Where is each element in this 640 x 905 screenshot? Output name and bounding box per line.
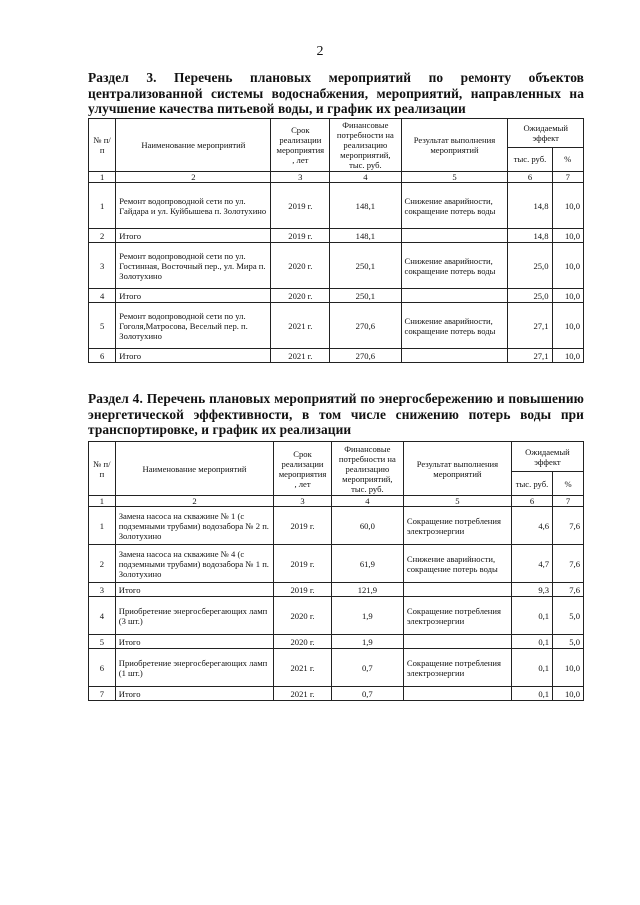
column-index-cell: 2 bbox=[115, 496, 273, 507]
row-effect-rub: 9,3 bbox=[511, 583, 552, 597]
row-effect-pct: 7,6 bbox=[553, 583, 584, 597]
header-effect-rub: тыс. руб. bbox=[511, 472, 552, 496]
column-index-cell: 1 bbox=[89, 496, 116, 507]
row-name: Итого bbox=[116, 349, 271, 363]
row-effect-rub: 14,8 bbox=[508, 183, 552, 229]
table-row bbox=[89, 545, 584, 583]
row-effect-rub: 27,1 bbox=[508, 349, 552, 363]
row-effect-pct: 10,0 bbox=[552, 303, 584, 349]
row-term: 2019 г. bbox=[274, 583, 332, 597]
row-effect-rub: 27,1 bbox=[508, 303, 552, 349]
row-finance: 250,1 bbox=[330, 289, 401, 303]
row-term: 2020 г. bbox=[271, 243, 330, 289]
row-effect-pct: 5,0 bbox=[553, 597, 584, 635]
row-result bbox=[403, 635, 511, 649]
row-number: 7 bbox=[89, 687, 116, 701]
row-result: Снижение аварийности, сокращение потерь воды bbox=[403, 545, 511, 583]
column-index-cell: 7 bbox=[552, 172, 584, 183]
row-finance: 0,7 bbox=[331, 649, 403, 687]
row-term: 2020 г. bbox=[274, 635, 332, 649]
row-number: 3 bbox=[89, 243, 116, 289]
row-number: 1 bbox=[89, 507, 116, 545]
row-result bbox=[403, 583, 511, 597]
row-effect-pct: 5,0 bbox=[553, 635, 584, 649]
row-name: Ремонт водопроводной сети по ул. Гостинная, Восточный пер., ул. Мира п. Золотухино bbox=[116, 243, 271, 289]
row-result: Снижение аварийности, сокращение потерь воды bbox=[401, 303, 508, 349]
row-number: 5 bbox=[89, 303, 116, 349]
row-name: Ремонт водопроводной сети по ул. Гайдара и ул. Куйбышева п. Золотухино bbox=[116, 183, 271, 229]
row-result bbox=[401, 289, 508, 303]
row-term: 2021 г. bbox=[271, 303, 330, 349]
table-row bbox=[89, 303, 584, 349]
row-effect-pct: 10,0 bbox=[552, 349, 584, 363]
row-term: 2021 г. bbox=[271, 349, 330, 363]
row-result bbox=[401, 229, 508, 243]
header-effect-rub: тыс. руб. bbox=[508, 147, 552, 171]
row-effect-rub: 25,0 bbox=[508, 243, 552, 289]
row-number: 6 bbox=[89, 349, 116, 363]
table-row bbox=[89, 507, 584, 545]
column-index-cell: 1 bbox=[89, 172, 116, 183]
row-finance: 1,9 bbox=[331, 597, 403, 635]
header-name: Наименование мероприятий bbox=[115, 442, 273, 496]
table-row bbox=[89, 649, 584, 687]
header-effect: Ожидаемый эффект bbox=[508, 119, 584, 148]
row-effect-rub: 25,0 bbox=[508, 289, 552, 303]
row-number: 4 bbox=[89, 597, 116, 635]
row-number: 3 bbox=[89, 583, 116, 597]
column-index-cell: 7 bbox=[553, 496, 584, 507]
header-result: Результат выполнения мероприятий bbox=[401, 119, 508, 172]
row-effect-pct: 7,6 bbox=[553, 507, 584, 545]
section-4-table bbox=[88, 441, 584, 701]
header-finance: Финансовые потребности на реализацию мероприятий, тыс. руб. bbox=[330, 119, 401, 172]
row-name: Приобретение энергосберегающих ламп (3 шт.) bbox=[115, 597, 273, 635]
header-result: Результат выполнения мероприятий bbox=[403, 442, 511, 496]
column-index-cell: 6 bbox=[508, 172, 552, 183]
row-effect-rub: 0,1 bbox=[511, 649, 552, 687]
row-term: 2021 г. bbox=[274, 687, 332, 701]
row-result: Снижение аварийности, сокращение потерь воды bbox=[401, 183, 508, 229]
total-row bbox=[89, 289, 584, 303]
row-finance: 148,1 bbox=[330, 229, 401, 243]
row-name: Итого bbox=[115, 635, 273, 649]
row-effect-pct: 10,0 bbox=[553, 687, 584, 701]
row-number: 2 bbox=[89, 229, 116, 243]
header-term: Срок реализации мероприятия , лет bbox=[271, 119, 330, 172]
page-number: 2 bbox=[316, 44, 324, 59]
header-finance: Финансовые потребности на реализацию мероприятий, тыс. руб. bbox=[331, 442, 403, 496]
row-name: Итого bbox=[115, 583, 273, 597]
row-finance: 148,1 bbox=[330, 183, 401, 229]
column-index-cell: 5 bbox=[401, 172, 508, 183]
row-number: 6 bbox=[89, 649, 116, 687]
row-term: 2020 г. bbox=[271, 289, 330, 303]
section-3-title: Раздел 3. Перечень плановых мероприятий по ремонту объектов централизованной системы водоснабжения, мероприятий, направленных на улучшение качества питьевой воды, и график их реализации bbox=[88, 70, 584, 116]
row-name: Замена насоса на скважине № 1 (с подземными трубами) водозабора № 2 п. Золотухино bbox=[115, 507, 273, 545]
row-finance: 270,6 bbox=[330, 349, 401, 363]
row-finance: 0,7 bbox=[331, 687, 403, 701]
total-row bbox=[89, 229, 584, 243]
row-finance: 1,9 bbox=[331, 635, 403, 649]
column-index-cell: 4 bbox=[331, 496, 403, 507]
row-result: Снижение аварийности, сокращение потерь воды bbox=[401, 243, 508, 289]
column-index-row bbox=[89, 496, 584, 507]
row-result: Сокращение потребления электроэнергии bbox=[403, 507, 511, 545]
header-num: № п/п bbox=[89, 442, 116, 496]
table-row bbox=[89, 183, 584, 229]
total-row bbox=[89, 635, 584, 649]
row-result bbox=[401, 349, 508, 363]
column-index-cell: 5 bbox=[403, 496, 511, 507]
header-effect: Ожидаемый эффект bbox=[511, 442, 583, 472]
row-effect-pct: 10,0 bbox=[552, 243, 584, 289]
row-effect-rub: 4,6 bbox=[511, 507, 552, 545]
header-name: Наименование мероприятий bbox=[116, 119, 271, 172]
row-effect-rub: 0,1 bbox=[511, 687, 552, 701]
row-finance: 270,6 bbox=[330, 303, 401, 349]
row-effect-rub: 14,8 bbox=[508, 229, 552, 243]
column-index-cell: 3 bbox=[274, 496, 332, 507]
row-result bbox=[403, 687, 511, 701]
row-result: Сокращение потребления электроэнергии bbox=[403, 597, 511, 635]
row-term: 2021 г. bbox=[274, 649, 332, 687]
header-num: № п/п bbox=[89, 119, 116, 172]
row-name: Итого bbox=[116, 229, 271, 243]
total-row bbox=[89, 687, 584, 701]
row-result: Сокращение потребления электроэнергии bbox=[403, 649, 511, 687]
column-index-cell: 3 bbox=[271, 172, 330, 183]
column-index-cell: 4 bbox=[330, 172, 401, 183]
row-name: Итого bbox=[116, 289, 271, 303]
row-effect-rub: 0,1 bbox=[511, 597, 552, 635]
row-effect-pct: 10,0 bbox=[552, 289, 584, 303]
row-effect-pct: 10,0 bbox=[553, 649, 584, 687]
row-finance: 61,9 bbox=[331, 545, 403, 583]
row-finance: 250,1 bbox=[330, 243, 401, 289]
row-effect-rub: 4,7 bbox=[511, 545, 552, 583]
row-finance: 60,0 bbox=[331, 507, 403, 545]
row-number: 2 bbox=[89, 545, 116, 583]
row-effect-pct: 10,0 bbox=[552, 229, 584, 243]
column-index-cell: 6 bbox=[511, 496, 552, 507]
total-row bbox=[89, 349, 584, 363]
column-index-row bbox=[89, 172, 584, 183]
row-name: Приобретение энергосберегающих ламп (1 шт.) bbox=[115, 649, 273, 687]
header-effect-pct: % bbox=[552, 147, 584, 171]
row-effect-pct: 10,0 bbox=[552, 183, 584, 229]
row-name: Итого bbox=[115, 687, 273, 701]
section-4-title: Раздел 4. Перечень плановых мероприятий по энергосбережению и повышению энергетической эффективности, в том числе снижению потерь воды при транспортировке, и график их реализации bbox=[88, 391, 584, 437]
row-term: 2019 г. bbox=[274, 545, 332, 583]
header-term: Срок реализации мероприятия , лет bbox=[274, 442, 332, 496]
table-row bbox=[89, 243, 584, 289]
column-index-cell: 2 bbox=[116, 172, 271, 183]
row-term: 2019 г. bbox=[274, 507, 332, 545]
row-number: 1 bbox=[89, 183, 116, 229]
row-term: 2019 г. bbox=[271, 229, 330, 243]
row-term: 2019 г. bbox=[271, 183, 330, 229]
total-row bbox=[89, 583, 584, 597]
section-3-table bbox=[88, 118, 584, 363]
row-name: Ремонт водопроводной сети по ул. Гоголя,Матросова, Веселый пер. п. Золотухино bbox=[116, 303, 271, 349]
row-name: Замена насоса на скважине № 4 (с подземными трубами) водозабора № 1 п. Золотухино bbox=[115, 545, 273, 583]
header-effect-pct: % bbox=[553, 472, 584, 496]
row-term: 2020 г. bbox=[274, 597, 332, 635]
row-number: 4 bbox=[89, 289, 116, 303]
row-number: 5 bbox=[89, 635, 116, 649]
row-finance: 121,9 bbox=[331, 583, 403, 597]
row-effect-rub: 0,1 bbox=[511, 635, 552, 649]
row-effect-pct: 7,6 bbox=[553, 545, 584, 583]
table-row bbox=[89, 597, 584, 635]
